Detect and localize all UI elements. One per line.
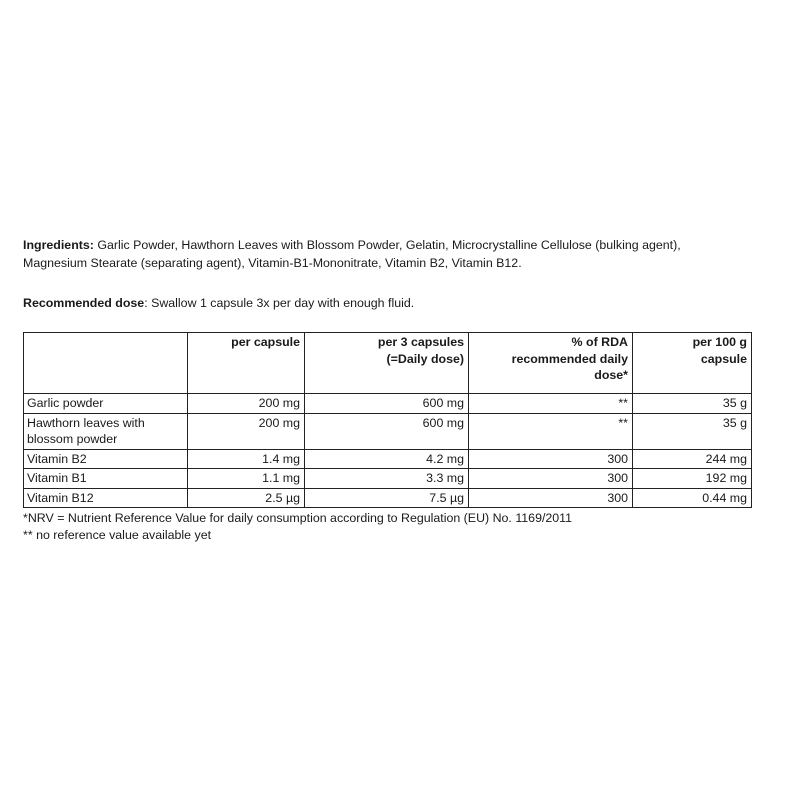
label-document <box>23 236 783 544</box>
nutrition-table <box>23 332 752 508</box>
row-per-3-capsules: 4.2 mg <box>305 449 469 469</box>
row-per-3-capsules: 3.3 mg <box>305 469 469 489</box>
table-row <box>24 488 752 508</box>
row-ingredient-name: Vitamin B12 <box>24 488 188 508</box>
row-per-3-capsules: 7.5 µg <box>305 488 469 508</box>
row-ingredient-name: Hawthorn leaves with blossom powder <box>24 413 188 449</box>
ingredients-paragraph <box>23 236 783 272</box>
footnotes <box>23 510 783 544</box>
footnote-no-reference: ** no reference value available yet <box>23 528 212 542</box>
header-per-3-capsules: per 3 capsules (=Daily dose) <box>305 333 469 394</box>
row-per-100g: 192 mg <box>633 469 752 489</box>
row-per-100g: 35 g <box>633 394 752 414</box>
footnote-nrv: *NRV = Nutrient Reference Value for daily consumption according to Regulation (EU) No. 1169/2011 <box>23 511 573 525</box>
row-rda: 300 <box>469 469 633 489</box>
table-header-row <box>24 333 752 394</box>
row-rda: 300 <box>469 449 633 469</box>
dose-text: : Swallow 1 capsule 3x per day with enough fluid. <box>144 296 415 310</box>
row-ingredient-name: Vitamin B1 <box>24 469 188 489</box>
dose-label: Recommended dose <box>23 296 145 310</box>
ingredients-text-line2: Magnesium Stearate (separating agent), Vitamin-B1-Mononitrate, Vitamin B2, Vitamin B12. <box>23 256 522 270</box>
row-ingredient-name: Vitamin B2 <box>24 449 188 469</box>
row-per-capsule: 1.1 mg <box>188 469 305 489</box>
table-row <box>24 469 752 489</box>
dose-paragraph <box>23 294 783 312</box>
row-per-capsule: 1.4 mg <box>188 449 305 469</box>
row-per-3-capsules: 600 mg <box>305 413 469 449</box>
row-per-100g: 35 g <box>633 413 752 449</box>
row-per-3-capsules: 600 mg <box>305 394 469 414</box>
table-row <box>24 394 752 414</box>
header-rda: % of RDA recommended daily dose* <box>469 333 633 394</box>
row-rda: ** <box>469 394 633 414</box>
row-rda: 300 <box>469 488 633 508</box>
row-per-100g: 244 mg <box>633 449 752 469</box>
row-per-capsule: 200 mg <box>188 413 305 449</box>
row-per-100g: 0.44 mg <box>633 488 752 508</box>
row-rda: ** <box>469 413 633 449</box>
row-per-capsule: 200 mg <box>188 394 305 414</box>
header-per-100g: per 100 g capsule <box>633 333 752 394</box>
table-row <box>24 413 752 449</box>
row-per-capsule: 2.5 µg <box>188 488 305 508</box>
ingredients-text-line1: Garlic Powder, Hawthorn Leaves with Blossom Powder, Gelatin, Microcrystalline Cellulose (bulking agent), <box>93 238 681 252</box>
header-per-capsule: per capsule <box>188 333 305 394</box>
header-blank <box>24 333 188 394</box>
ingredients-label: Ingredients: <box>23 238 94 252</box>
table-row <box>24 449 752 469</box>
row-ingredient-name: Garlic powder <box>24 394 188 414</box>
